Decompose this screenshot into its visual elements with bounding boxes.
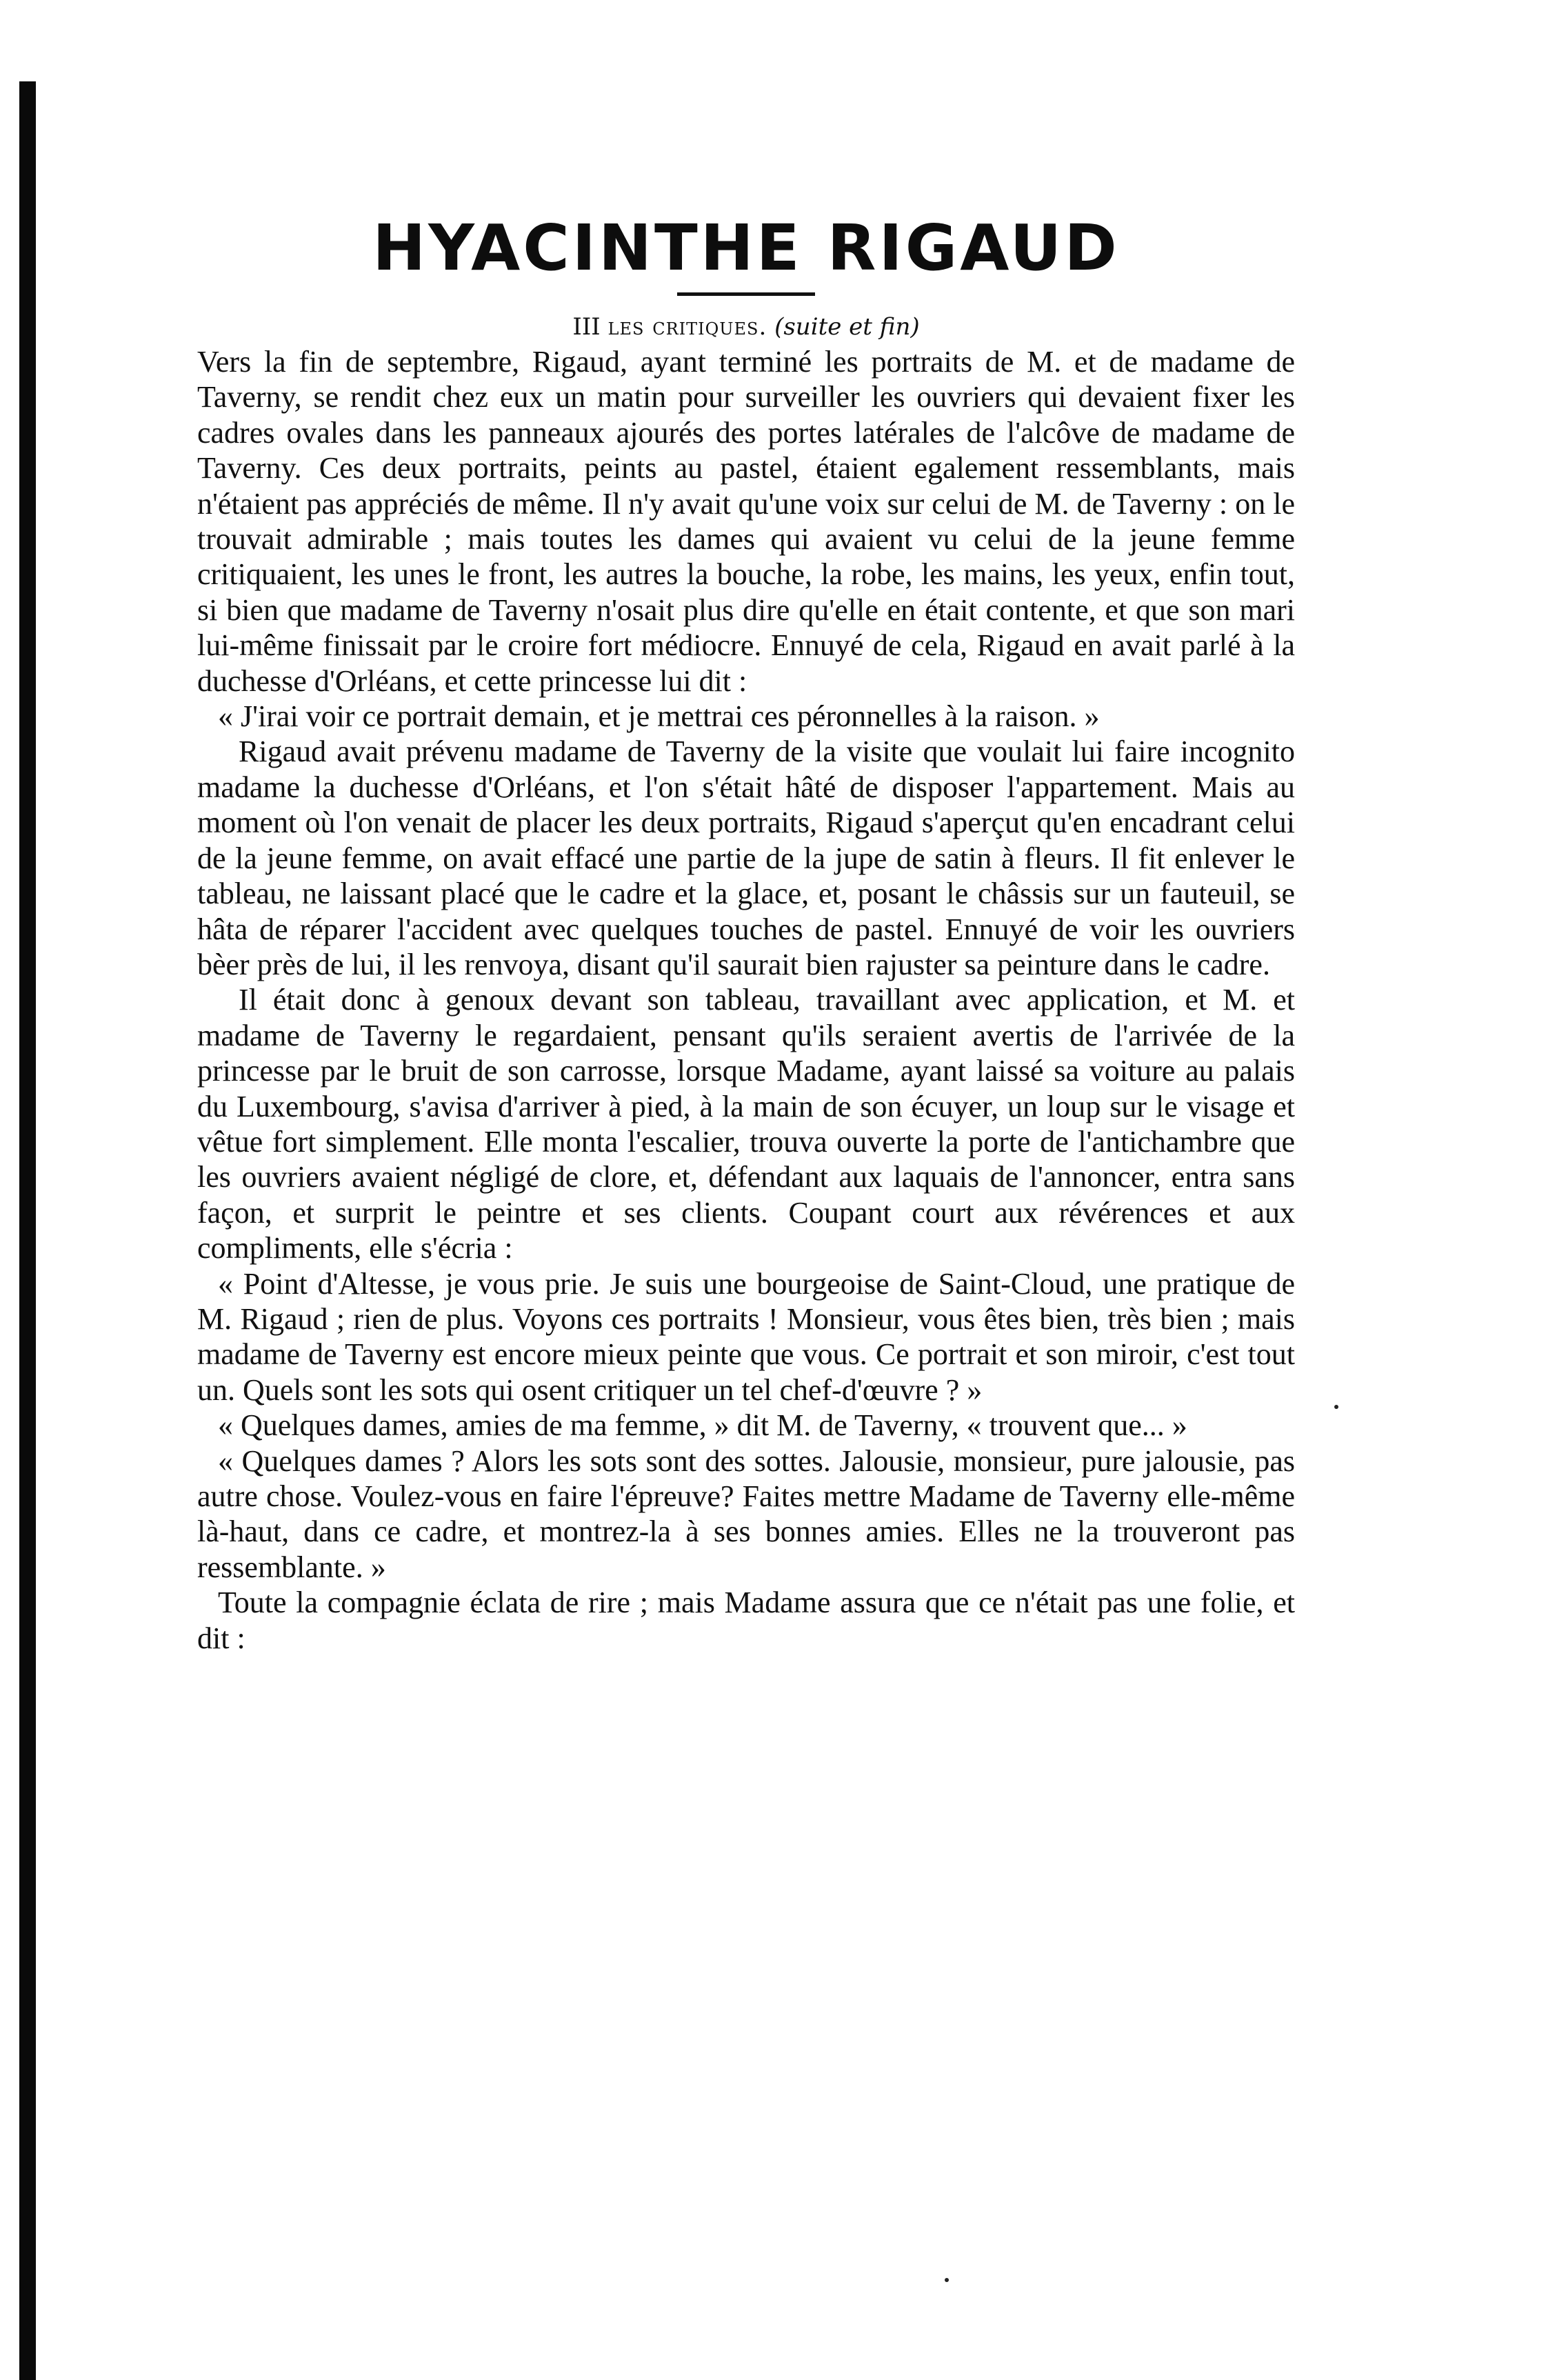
subtitle-part: III [572, 313, 601, 341]
paragraph: Rigaud avait prévenu madame de Taverny de la visite que voulait lui faire incognito madame la duchesse d'Orléans, et l'on s'était hâté de disposer l'appartement. Mais au moment où l'on venait de placer les deux portraits, Rigaud s'aperçut qu'en encadrant celui de la jeune femme, on avait effacé une partie de la jupe de satin à fleurs. Il fit enlever le tableau, ne laissant placé que le cadre et la glace, et, posant le châssis sur un fauteuil, se hâta de réparer l'accident avec quelques touches de pastel. Ennuyé de voir les ouvriers bèer près de lui, il les renvoya, disant qu'il saurait bien rajuster sa peinture dans le cadre. [197, 734, 1295, 981]
subtitle-italic: (suite et fin) [774, 313, 920, 341]
paragraph: Vers la fin de septembre, Rigaud, ayant terminé les portraits de M. et de madame de Taverny, se rendit chez eux un matin pour surveiller les ouvriers qui devaient fixer les cadres ovales dans les panneaux ajourés des portes latérales de l'alcôve de madame de Taverny. Ces deux portraits, peints au pastel, étaient egalement ressemblants, mais n'étaient pas appréciés de même. Il n'y avait qu'une voix sur celui de M. de Taverny : on le trouvait admirable ; mais toutes les dames qui avaient vu celui de la jeune femme critiquaient, les unes le front, les autres la bouche, la robe, les mains, les yeux, enfin tout, si bien que madame de Taverny n'osait plus dire qu'elle en était contente, et que son mari lui-même finissait par le croire fort médiocre. Ennuyé de cela, Rigaud en avait parlé à la duchesse d'Orléans, et cette princesse lui dit : [197, 345, 1295, 698]
paragraph: « J'irai voir ce portrait demain, et je mettrai ces péronnelles à la raison. » [218, 699, 1100, 734]
article-title: HYACINTHE RIGAUD [372, 211, 1120, 285]
paragraph: Il était donc à genoux devant son tableau, travaillant avec application, et M. et madame de Taverny le regardaient, pensant qu'ils seraient avertis de l'arrivée de la princesse par le bruit de son carrosse, lorsque Madame, ayant laissé sa voiture au palais du Luxembourg, s'avisa d'arriver à pied, à la main de son écuyer, un loup sur le visage et vêtue fort simplement. Elle monta l'escalier, trouva ouverte la porte de l'antichambre que les ouvriers avaient négligé de clore, et, défendant aux laquais de l'annoncer, entra sans façon, et surprit le peintre et ses clients. Coupant court aux révérences et aux compliments, elle s'écria : [197, 983, 1295, 1266]
title-rule [677, 292, 815, 296]
print-speck [1334, 1405, 1338, 1409]
print-speck [945, 2278, 949, 2282]
paragraph: « Quelques dames ? Alors les sots sont des sottes. Jalousie, monsieur, pure jalousie, pas autre chose. Voulez-vous en faire l'épreuve? Faites mettre Madame de Taverny elle-même là-haut, dans ce cadre, et montrez-la à ses bonnes amies. Elles ne la trouveront pas ressemblante. » [197, 1443, 1295, 1584]
page-margin-bar [19, 81, 36, 2380]
paragraph: « Point d'Altesse, je vous prie. Je suis une bourgeoise de Saint-Cloud, une pratique de M. Rigaud ; rien de plus. Voyons ces portraits ! Monsieur, vous êtes bien, très bien ; mais madame de Taverny est encore mieux peinte que vous. Ce portrait et son miroir, c'est tout un. Quels sont les sots qui osent critiquer un tel chef-d'œuvre ? » [197, 1266, 1295, 1407]
article-subtitle [197, 310, 1295, 344]
article [197, 207, 1295, 1656]
paragraph: Toute la compagnie éclata de rire ; mais Madame assura que ce n'était pas une folie, et dit : [197, 1586, 1295, 1655]
paragraph: « Quelques dames, amies de ma femme, » dit M. de Taverny, « trouvent que... » [218, 1408, 1187, 1443]
subtitle-caps: les critiques. [607, 313, 767, 341]
